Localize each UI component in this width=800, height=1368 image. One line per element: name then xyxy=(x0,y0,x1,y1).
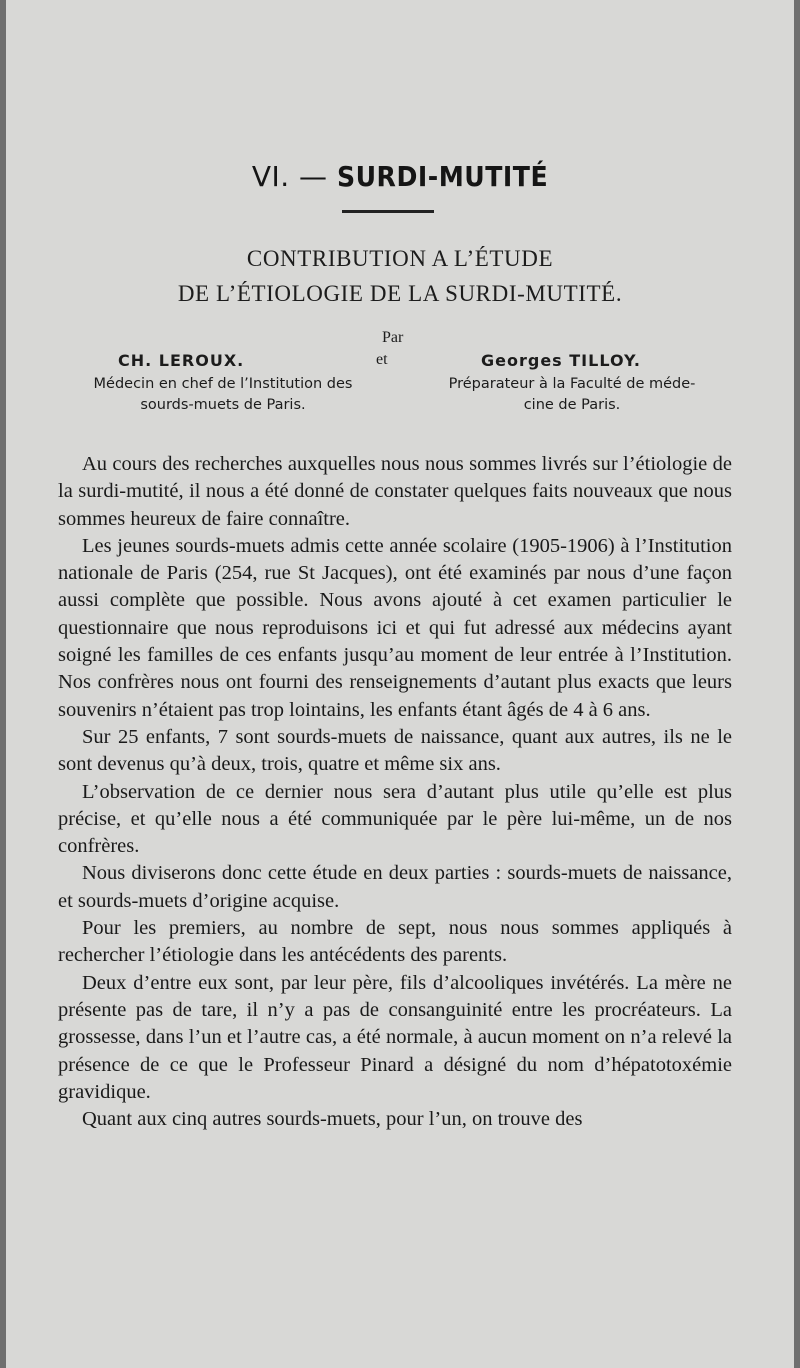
paragraph: Deux d’entre eux sont, par leur père, fils d’alcooliques invétérés. La mère ne présente pas de tare, il n’y a pas de consanguinité entre les procréateurs. La grossesse, dans l’un et l’autre cas, a été normale, à aucun moment on n’a relevé la présence de ce que le Professeur Pinard a désigné du nom d’hépatotoxémie gravidique. xyxy=(58,971,732,1103)
paragraph: Sur 25 enfants, 7 sont sourds-muets de naissance, quant aux autres, ils ne le sont devenus qu’à deux, trois, quatre et même six ans. xyxy=(58,725,732,776)
article-title-line-1: CONTRIBUTION A L’ÉTUDE xyxy=(246,246,554,271)
book-page xyxy=(6,0,794,1368)
chapter-title: SURDI-MUTITÉ xyxy=(336,160,549,193)
author-1-affiliation-line-1: Médecin en chef de l’Institution des xyxy=(93,376,353,392)
paragraph: L’observation de ce dernier nous sera d’autant plus utile qu’elle est plus précise, et qu’elle nous a été communiquée par le père lui-même, un de nos confrères. xyxy=(58,780,732,858)
author-2-affiliation-line-2: cine de Paris. xyxy=(523,397,621,413)
author-1-name: CH. LEROUX. xyxy=(118,351,245,370)
byline-par: Par xyxy=(382,329,404,346)
author-2-name: Georges TILLOY. xyxy=(481,351,641,370)
body-text xyxy=(58,451,732,1133)
author-2-affiliation xyxy=(422,374,722,416)
chapter-number: VI. — xyxy=(251,160,328,193)
paragraph: Quant aux cinq autres sourds-muets, pour l’un, on trouve des xyxy=(82,1108,583,1131)
heading-rule xyxy=(342,210,434,213)
author-1-affiliation xyxy=(56,374,390,416)
paragraph: Nous diviserons donc cette étude en deux parties : sourds-muets de naissance, et sourds-muets d’origine acquise. xyxy=(58,862,732,912)
paragraph: Les jeunes sourds-muets admis cette année scolaire (1905-1906) à l’Institution nationale de Paris (254, rue St Jacques), ont été examinés par nous d’une façon aussi complète que possible. Nous avons ajouté à cet examen particulier le questionnaire que nous reproduisons ici et qui fut adressé aux médecins ayant soigné les familles de ces enfants jusqu’au moment de leur entrée à l’Institution. Nos confrères nous ont fourni des renseignements d’autant plus exacts que leurs souvenirs n’étaient pas trop lointains, les enfants étant âgés de 4 à 6 ans. xyxy=(58,534,732,721)
article-title-line-2: DE L’ÉTIOLOGIE DE LA SURDI-MUTITÉ. xyxy=(177,281,623,306)
author-1-affiliation-line-2: sourds-muets de Paris. xyxy=(140,397,306,413)
byline-et: et xyxy=(376,351,388,368)
author-2-affiliation-line-1: Préparateur à la Faculté de méde- xyxy=(448,376,696,392)
paragraph: Pour les premiers, au nombre de sept, nous nous sommes appliqués à rechercher l’étiologie dans les antécédents des parents. xyxy=(58,917,732,967)
chapter-heading xyxy=(6,160,794,193)
paragraph: Au cours des recherches auxquelles nous nous sommes livrés sur l’étiologie de la surdi-mutité, il nous a été donné de constater quelques faits nouveaux que nous sommes heureux de faire connaître. xyxy=(58,453,732,530)
